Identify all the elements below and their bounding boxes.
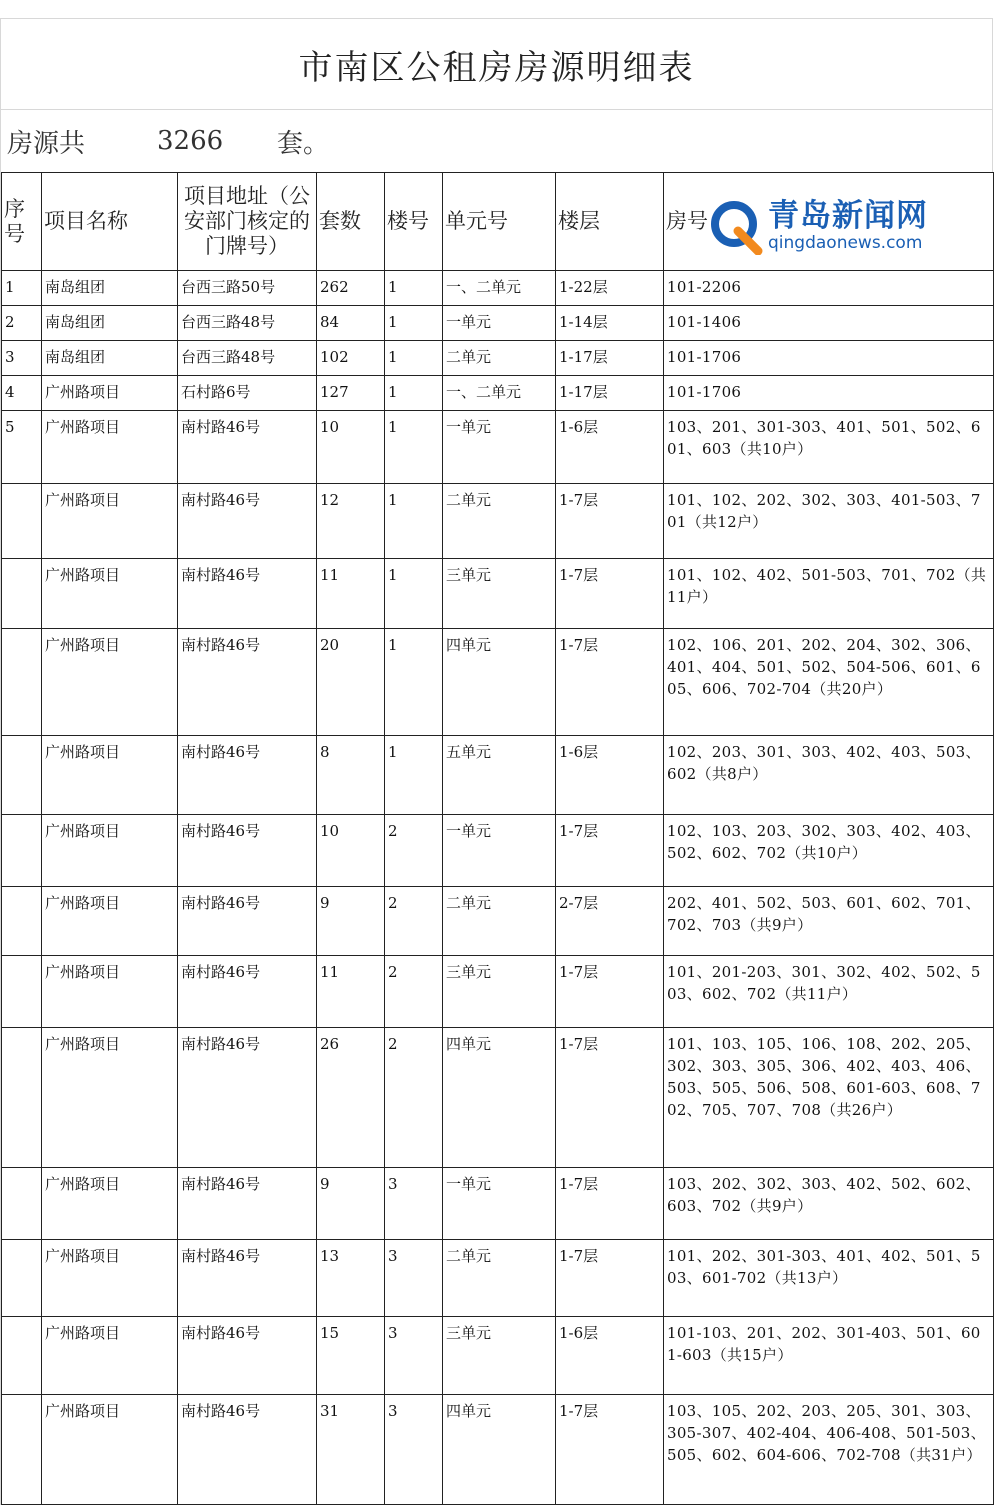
cell-address: 南村路46号 bbox=[178, 411, 317, 484]
cell-building: 1 bbox=[385, 411, 443, 484]
cell-unit: 四单元 bbox=[443, 629, 556, 736]
cell-address: 南村路46号 bbox=[178, 1168, 317, 1240]
cell-name: 广州路项目 bbox=[42, 629, 178, 736]
cell-seq bbox=[2, 559, 42, 629]
cell-building: 1 bbox=[385, 559, 443, 629]
cell-building: 2 bbox=[385, 1028, 443, 1168]
cell-building: 2 bbox=[385, 956, 443, 1028]
table-row bbox=[2, 559, 994, 629]
cell-seq bbox=[2, 1168, 42, 1240]
cell-name: 广州路项目 bbox=[42, 1317, 178, 1395]
cell-building: 1 bbox=[385, 736, 443, 815]
cell-rooms: 102、203、301、303、402、403、503、602（共8户） bbox=[664, 736, 994, 815]
table-row bbox=[2, 956, 994, 1028]
table-row bbox=[2, 376, 994, 411]
cell-address: 南村路46号 bbox=[178, 736, 317, 815]
table-row bbox=[2, 341, 994, 376]
watermark-logo bbox=[708, 195, 948, 257]
cell-count: 10 bbox=[317, 411, 385, 484]
cell-name: 广州路项目 bbox=[42, 1240, 178, 1317]
watermark-name: 青岛新闻网 bbox=[768, 198, 928, 234]
watermark-url: qingdaonews.com bbox=[768, 233, 923, 253]
cell-name: 广州路项目 bbox=[42, 484, 178, 559]
cell-building: 3 bbox=[385, 1240, 443, 1317]
cell-floor: 1-7层 bbox=[556, 815, 664, 887]
cell-name: 南岛组团 bbox=[42, 341, 178, 376]
cell-count: 8 bbox=[317, 736, 385, 815]
cell-name: 广州路项目 bbox=[42, 376, 178, 411]
cell-count: 26 bbox=[317, 1028, 385, 1168]
cell-count: 10 bbox=[317, 815, 385, 887]
cell-count: 9 bbox=[317, 1168, 385, 1240]
cell-building: 1 bbox=[385, 376, 443, 411]
cell-floor: 1-22层 bbox=[556, 271, 664, 306]
cell-unit: 四单元 bbox=[443, 1028, 556, 1168]
cell-seq bbox=[2, 736, 42, 815]
cell-count: 102 bbox=[317, 341, 385, 376]
cell-seq bbox=[2, 887, 42, 956]
cell-floor: 1-17层 bbox=[556, 376, 664, 411]
cell-unit: 一、二单元 bbox=[443, 376, 556, 411]
cell-seq bbox=[2, 1028, 42, 1168]
cell-floor: 1-7层 bbox=[556, 629, 664, 736]
cell-unit: 四单元 bbox=[443, 1395, 556, 1505]
cell-unit: 二单元 bbox=[443, 341, 556, 376]
cell-count: 12 bbox=[317, 484, 385, 559]
cell-seq: 5 bbox=[2, 411, 42, 484]
cell-floor: 1-7层 bbox=[556, 1240, 664, 1317]
header-rooms: 房号 bbox=[664, 173, 994, 271]
cell-seq: 1 bbox=[2, 271, 42, 306]
cell-rooms: 101-103、201、202、301-403、501、601-603（共15户） bbox=[664, 1317, 994, 1395]
cell-unit: 五单元 bbox=[443, 736, 556, 815]
cell-unit: 二单元 bbox=[443, 887, 556, 956]
table-row bbox=[2, 484, 994, 559]
cell-address: 南村路46号 bbox=[178, 815, 317, 887]
cell-address: 南村路46号 bbox=[178, 1317, 317, 1395]
table-body bbox=[2, 271, 994, 1505]
cell-address: 台西三路48号 bbox=[178, 306, 317, 341]
watermark-text bbox=[768, 199, 928, 253]
cell-seq: 3 bbox=[2, 341, 42, 376]
cell-building: 1 bbox=[385, 484, 443, 559]
housing-table bbox=[1, 172, 994, 1505]
cell-count: 15 bbox=[317, 1317, 385, 1395]
cell-rooms: 102、103、203、302、303、402、403、502、602、702（共10户） bbox=[664, 815, 994, 887]
cell-address: 台西三路50号 bbox=[178, 271, 317, 306]
cell-unit: 一单元 bbox=[443, 815, 556, 887]
cell-rooms: 101、102、402、501-503、701、702（共11户） bbox=[664, 559, 994, 629]
cell-rooms: 101、202、301-303、401、402、501、503、601-702（共13户） bbox=[664, 1240, 994, 1317]
header-name: 项目名称 bbox=[42, 173, 178, 271]
cell-name: 广州路项目 bbox=[42, 956, 178, 1028]
cell-building: 1 bbox=[385, 341, 443, 376]
cell-name: 南岛组团 bbox=[42, 306, 178, 341]
cell-count: 13 bbox=[317, 1240, 385, 1317]
cell-floor: 1-7层 bbox=[556, 1395, 664, 1505]
cell-floor: 1-6层 bbox=[556, 736, 664, 815]
cell-seq bbox=[2, 1240, 42, 1317]
cell-rooms: 101-1706 bbox=[664, 376, 994, 411]
cell-rooms: 101-1706 bbox=[664, 341, 994, 376]
table-row bbox=[2, 1168, 994, 1240]
cell-rooms: 102、106、201、202、204、302、306、401、404、501、502、504-506、601、605、606、702-704（共20户） bbox=[664, 629, 994, 736]
table-row bbox=[2, 736, 994, 815]
cell-count: 31 bbox=[317, 1395, 385, 1505]
cell-seq bbox=[2, 1317, 42, 1395]
cell-unit: 三单元 bbox=[443, 956, 556, 1028]
cell-name: 广州路项目 bbox=[42, 1168, 178, 1240]
cell-floor: 1-6层 bbox=[556, 1317, 664, 1395]
cell-count: 84 bbox=[317, 306, 385, 341]
cell-unit: 一、二单元 bbox=[443, 271, 556, 306]
cell-address: 南村路46号 bbox=[178, 1240, 317, 1317]
header-floor: 楼层 bbox=[556, 173, 664, 271]
cell-unit: 三单元 bbox=[443, 559, 556, 629]
table-row bbox=[2, 1317, 994, 1395]
cell-rooms: 101、201-203、301、302、402、502、503、602、702（共11户） bbox=[664, 956, 994, 1028]
cell-rooms: 103、201、301-303、401、501、502、601、603（共10户） bbox=[664, 411, 994, 484]
cell-rooms: 202、401、502、503、601、602、701、702、703（共9户） bbox=[664, 887, 994, 956]
cell-unit: 一单元 bbox=[443, 306, 556, 341]
cell-rooms: 101-2206 bbox=[664, 271, 994, 306]
summary-row bbox=[1, 110, 993, 172]
cell-seq bbox=[2, 956, 42, 1028]
table-row bbox=[2, 887, 994, 956]
cell-floor: 1-6层 bbox=[556, 411, 664, 484]
cell-seq bbox=[2, 815, 42, 887]
cell-rooms: 103、202、302、303、402、502、602、603、702（共9户） bbox=[664, 1168, 994, 1240]
cell-floor: 1-7层 bbox=[556, 1028, 664, 1168]
header-unit: 单元号 bbox=[443, 173, 556, 271]
table-row bbox=[2, 1028, 994, 1168]
table-row bbox=[2, 629, 994, 736]
cell-name: 广州路项目 bbox=[42, 815, 178, 887]
cell-unit: 三单元 bbox=[443, 1317, 556, 1395]
cell-name: 南岛组团 bbox=[42, 271, 178, 306]
cell-address: 南村路46号 bbox=[178, 629, 317, 736]
cell-unit: 一单元 bbox=[443, 411, 556, 484]
cell-unit: 二单元 bbox=[443, 484, 556, 559]
table-row bbox=[2, 815, 994, 887]
cell-rooms: 103、105、202、203、205、301、303、305-307、402-404、406-408、501-503、505、602、604-606、702-708（共31户） bbox=[664, 1395, 994, 1505]
cell-unit: 二单元 bbox=[443, 1240, 556, 1317]
cell-address: 南村路46号 bbox=[178, 484, 317, 559]
cell-building: 1 bbox=[385, 271, 443, 306]
cell-count: 127 bbox=[317, 376, 385, 411]
header-seq: 序号 bbox=[2, 173, 42, 271]
cell-address: 南村路46号 bbox=[178, 887, 317, 956]
qingdaonews-logo-icon bbox=[708, 197, 764, 255]
cell-floor: 2-7层 bbox=[556, 887, 664, 956]
cell-floor: 1-14层 bbox=[556, 306, 664, 341]
cell-floor: 1-7层 bbox=[556, 484, 664, 559]
cell-floor: 1-7层 bbox=[556, 956, 664, 1028]
cell-address: 南村路46号 bbox=[178, 1028, 317, 1168]
cell-address: 石村路6号 bbox=[178, 376, 317, 411]
cell-seq bbox=[2, 629, 42, 736]
table-row bbox=[2, 306, 994, 341]
table-row bbox=[2, 411, 994, 484]
cell-floor: 1-7层 bbox=[556, 1168, 664, 1240]
cell-address: 台西三路48号 bbox=[178, 341, 317, 376]
cell-count: 11 bbox=[317, 559, 385, 629]
cell-unit: 一单元 bbox=[443, 1168, 556, 1240]
table-row bbox=[2, 1240, 994, 1317]
cell-rooms: 101、102、202、302、303、401-503、701（共12户） bbox=[664, 484, 994, 559]
cell-seq: 2 bbox=[2, 306, 42, 341]
cell-name: 广州路项目 bbox=[42, 887, 178, 956]
cell-rooms: 101-1406 bbox=[664, 306, 994, 341]
page-title: 市南区公租房房源明细表 bbox=[298, 47, 695, 88]
cell-building: 1 bbox=[385, 629, 443, 736]
summary-unit: 套。 bbox=[277, 128, 330, 159]
cell-floor: 1-17层 bbox=[556, 341, 664, 376]
cell-name: 广州路项目 bbox=[42, 411, 178, 484]
cell-address: 南村路46号 bbox=[178, 1395, 317, 1505]
cell-rooms: 101、103、105、106、108、202、205、302、303、305、306、402、403、406、503、505、506、508、601-603、608、702、705、707、708（共26户） bbox=[664, 1028, 994, 1168]
cell-seq bbox=[2, 1395, 42, 1505]
cell-seq: 4 bbox=[2, 376, 42, 411]
cell-count: 11 bbox=[317, 956, 385, 1028]
cell-seq bbox=[2, 484, 42, 559]
table-row bbox=[2, 271, 994, 306]
summary-label: 房源共 bbox=[7, 128, 86, 159]
cell-name: 广州路项目 bbox=[42, 1028, 178, 1168]
cell-building: 2 bbox=[385, 815, 443, 887]
cell-building: 3 bbox=[385, 1317, 443, 1395]
cell-building: 1 bbox=[385, 306, 443, 341]
summary-count: 3266 bbox=[157, 126, 224, 156]
header-address: 项目地址（公安部门核定的门牌号） bbox=[178, 173, 317, 271]
cell-address: 南村路46号 bbox=[178, 559, 317, 629]
table-row bbox=[2, 1395, 994, 1505]
cell-building: 2 bbox=[385, 887, 443, 956]
cell-name: 广州路项目 bbox=[42, 1395, 178, 1505]
header-count: 套数 bbox=[317, 173, 385, 271]
cell-name: 广州路项目 bbox=[42, 559, 178, 629]
cell-floor: 1-7层 bbox=[556, 559, 664, 629]
cell-count: 262 bbox=[317, 271, 385, 306]
cell-address: 南村路46号 bbox=[178, 956, 317, 1028]
header-building: 楼号 bbox=[385, 173, 443, 271]
cell-count: 20 bbox=[317, 629, 385, 736]
cell-building: 3 bbox=[385, 1395, 443, 1505]
cell-count: 9 bbox=[317, 887, 385, 956]
title-row bbox=[1, 19, 993, 110]
cell-building: 3 bbox=[385, 1168, 443, 1240]
cell-name: 广州路项目 bbox=[42, 736, 178, 815]
